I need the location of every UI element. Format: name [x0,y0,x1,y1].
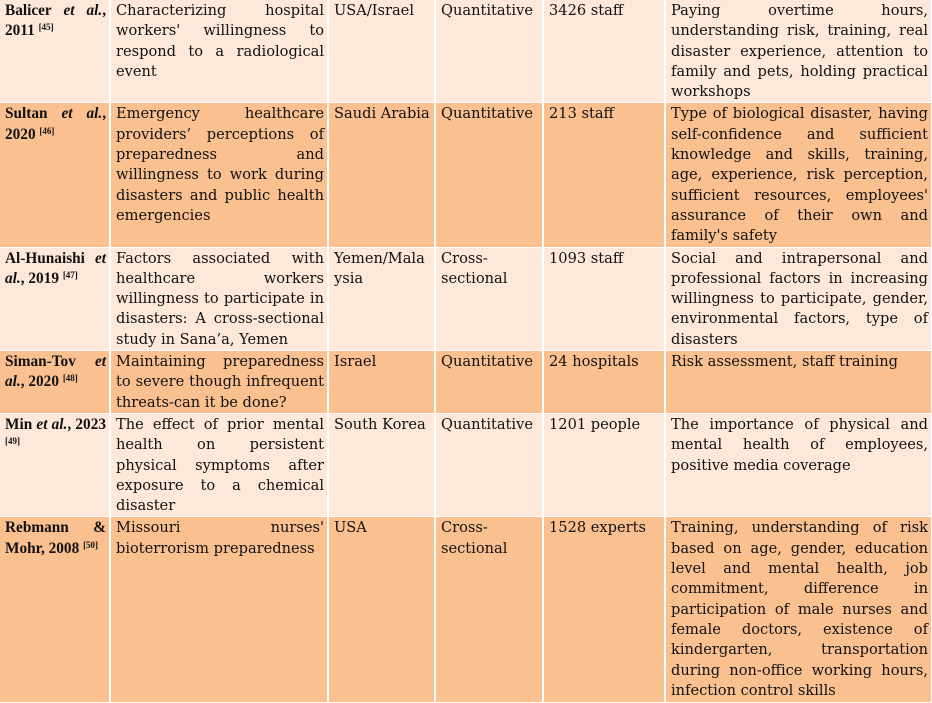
study-type-cell: Quantitative [435,413,543,516]
table-row [0,0,932,103]
factors-cell: Training, understanding of risk based on age, gender, education level and mental health, job commitment, difference in participation of male nurses and female doctors, existence of kindergarten, transportation during non-office working hours, infection control skills [665,517,932,703]
sample-cell: 1528 experts [543,517,665,703]
reference-number: [49] [5,436,20,447]
study-type-cell: Quantitative [435,0,543,103]
factors-cell: Paying overtime hours, understanding risk, training, real disaster experience, attention to family and pets, holding practical workshops [665,0,932,103]
table-row [0,103,932,247]
factors-cell: Risk assessment, staff training [665,351,932,414]
author-cell: Al-Hunaishi et al., 2019 [47] [0,247,110,350]
study-type-cell: Quantitative [435,103,543,247]
country-cell: Saudi Arabia [328,103,435,247]
table-row [0,247,932,350]
country-cell: South Korea [328,413,435,516]
reference-number: [48] [62,373,78,384]
study-type-cell: Quantitative [435,351,543,414]
title-cell: Maintaining preparedness to severe though infrequent threats-can it be done? [110,351,328,414]
study-type-cell: Cross-sectional [435,517,543,703]
reference-number: [46] [39,125,55,136]
reference-number: [45] [38,22,54,33]
study-type-cell: Cross-sectional [435,247,543,350]
sample-cell: 1201 people [543,413,665,516]
factors-cell: The importance of physical and mental health of employees, positive media coverage [665,413,932,516]
factors-cell: Type of biological disaster, having self-confidence and sufficient knowledge and skills, training, age, experience, risk perception, sufficient resources, employees' assurance of their own and family's safety [665,103,932,247]
title-cell: The effect of prior mental health on persistent physical symptoms after exposure to a chemical disaster [110,413,328,516]
title-cell: Factors associated with healthcare workers willingness to participate in disasters: A cross-sectional study in Sana’a, Yemen [110,247,328,350]
country-cell: Yemen/Malaysia [328,247,435,350]
table-row [0,517,932,703]
author-cell: Min et al., 2023 [49] [0,413,110,516]
author-cell: Rebmann & Mohr, 2008 [50] [0,517,110,703]
reference-number: [50] [83,539,99,550]
table-row [0,351,932,414]
author-cell: Sultan et al., 2020 [46] [0,103,110,247]
author-cell: Balicer et al., 2011 [45] [0,0,110,103]
title-cell: Characterizing hospital workers' willingness to respond to a radiological event [110,0,328,103]
title-cell: Missouri nurses' bioterrorism preparedness [110,517,328,703]
table-row [0,413,932,516]
reference-number: [47] [62,269,78,280]
author-cell: Siman-Tov et al., 2020 [48] [0,351,110,414]
sample-cell: 3426 staff [543,0,665,103]
country-cell: Israel [328,351,435,414]
sample-cell: 213 staff [543,103,665,247]
sample-cell: 24 hospitals [543,351,665,414]
factors-cell: Social and intrapersonal and professional factors in increasing willingness to participate, gender, environmental factors, type of disasters [665,247,932,350]
country-cell: USA [328,517,435,703]
country-cell: USA/Israel [328,0,435,103]
title-cell: Emergency healthcare providers’ perceptions of preparedness and willingness to work during disasters and public health emergencies [110,103,328,247]
sample-cell: 1093 staff [543,247,665,350]
